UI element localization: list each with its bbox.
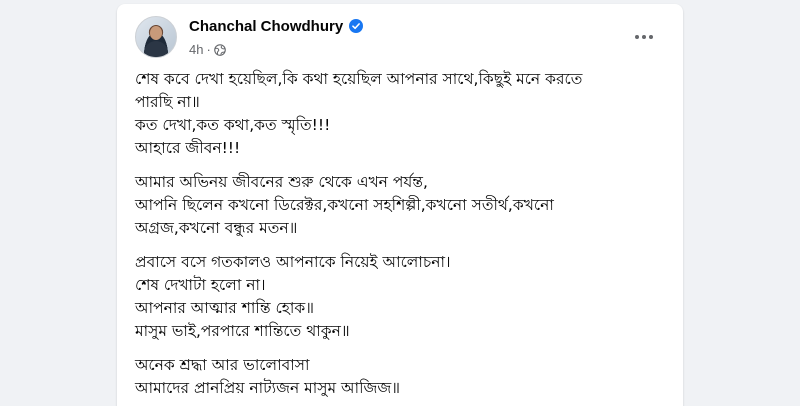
author-name[interactable]: Chanchal Chowdhury: [189, 18, 344, 35]
post-header: [135, 16, 669, 62]
meta-separator: ·: [206, 42, 211, 57]
post-timestamp[interactable]: 4h: [189, 42, 204, 57]
avatar-body: [144, 41, 168, 58]
post-line: পারছি না॥: [135, 93, 200, 111]
post-paragraph: [135, 354, 669, 400]
post-line: আহারে জীবন!!!: [135, 139, 241, 157]
post-line: অনেক শ্রদ্ধা আর ভালোবাসা: [135, 356, 310, 374]
post-paragraph: [135, 171, 669, 240]
post-line: আপনি ছিলেন কখনো ডিরেক্টর,কখনো সহশিল্পী,কখনো সতীর্থ,কখনো: [135, 196, 554, 214]
post-paragraph: [135, 251, 669, 343]
avatar-face: [150, 26, 162, 40]
post-line: আমাদের প্রানপ্রিয় নাট্যজন মাসুম আজিজ॥: [135, 379, 401, 397]
more-dot-icon: [642, 35, 646, 39]
post-line: প্রবাসে বসে গতকালও আপনাকে নিয়েই আলোচনা।: [135, 253, 451, 271]
post-line: শেষ কবে দেখা হয়েছিল,কি কথা হয়েছিল আপনার সাথে,কিছুই মনে করতে: [135, 70, 583, 88]
more-options-button[interactable]: [629, 22, 659, 52]
globe-icon[interactable]: [214, 44, 226, 56]
author-name-row: [189, 18, 363, 35]
avatar[interactable]: [135, 16, 177, 58]
more-dot-icon: [649, 35, 653, 39]
post-meta: [189, 42, 226, 57]
post-paragraph: [135, 68, 669, 160]
post-line: অগ্রজ,কখনো বন্ধুর মতন॥: [135, 219, 298, 237]
verified-badge-icon: [349, 19, 363, 33]
post-line: কত দেখা,কত কথা,কত স্মৃতি!!!: [135, 116, 331, 134]
more-dot-icon: [635, 35, 639, 39]
post-line: মাসুম ভাই,পরপারে শান্তিতে থাকুন॥: [135, 322, 350, 340]
post-line: শেষ দেখাটা হলো না।: [135, 276, 266, 294]
post-line: আমার অভিনয় জীবনের শুরু থেকে এখন পর্যন্ত,: [135, 173, 428, 191]
post-line: আপনার আত্মার শান্তি হোক॥: [135, 299, 315, 317]
post-body: [135, 68, 669, 406]
post-card: [117, 4, 683, 406]
